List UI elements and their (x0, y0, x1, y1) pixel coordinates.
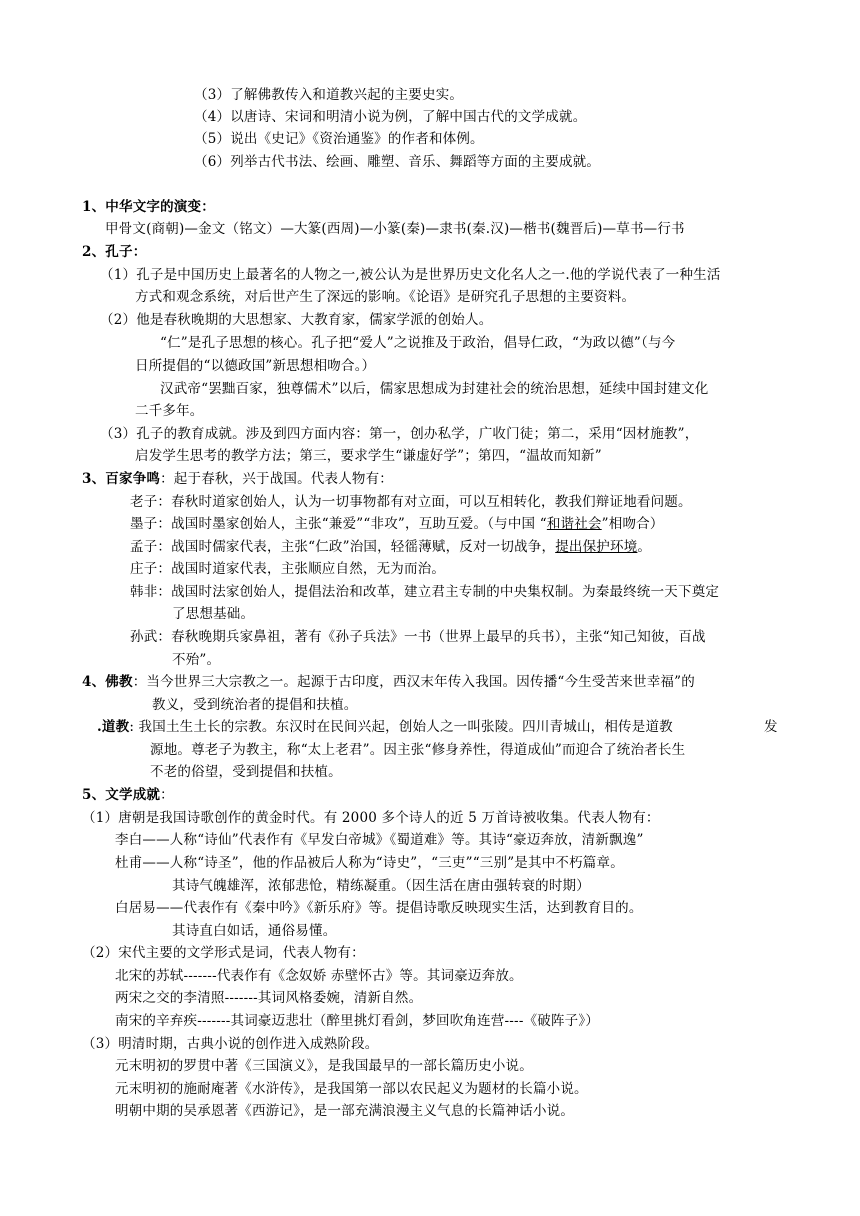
libai-line: 李白——人称“诗仙”代表作有《早发白帝城》《蜀道难》等。其诗“豪迈奔放，清新飘逸” (115, 832, 644, 848)
mengzi-text-end: 。 (637, 539, 652, 555)
confucius-para-2: （2）他是春秋晚期的大思想家、大教育家，儒家学派的创始人。 (100, 312, 493, 328)
luoguanzhong-line: 元末明初的罗贯中著《三国演义》，是我国最早的一部长篇历史小说。 (115, 1058, 533, 1074)
sushi-line: 北宋的苏轼-------代表作有《念奴娇 赤壁怀古》等。其词豪迈奔放。 (115, 968, 523, 984)
song-intro: （2）宋代主要的文学形式是词，代表人物有： (82, 945, 365, 961)
section-5-heading: 5、文学成就 (82, 787, 161, 803)
section-3-intro: ：起于春秋，兴于战国。代表人物有： (160, 471, 393, 487)
liqingzhao-line: 两宋之交的李清照-------其词风格委婉，清新自然。 (115, 990, 423, 1006)
hanfei-line-b: 了思想基础。 (172, 606, 255, 622)
section-3-heading: 3、百家争鸣 (82, 471, 161, 487)
confucius-para-2a: “仁”是孔子思想的核心。孔子把“爱人”之说推及于政治，倡导仁政，“为政以德”（与今 (160, 335, 676, 351)
confucius-para-2b: 日所提倡的“以德政国”新思想相吻合。） (135, 358, 376, 374)
section-4-heading: 4、佛教 (82, 674, 133, 690)
section-5-heading-line (82, 785, 174, 805)
section-3-heading-line (82, 469, 393, 489)
buddhism-line-a (82, 672, 695, 692)
taoism-text: : 我国土生土长的宗教。东汉时在民间兴起，创始人之一叫张陵。四川青城山，相传是道教 (129, 719, 673, 735)
objective-6: （6）列举古代书法、绘画、雕塑、音乐、舞蹈等方面的主要成就。 (194, 154, 601, 170)
section-2-heading: 2、孔子： (82, 244, 147, 260)
tang-intro: （1）唐朝是我国诗歌创作的黄金时代。有 2000 多个诗人的近 5 万首诗被收集。代表人物有： (82, 810, 660, 826)
baijuyi-line-a: 白居易——代表作有《秦中吟》《新乐府》等。提倡诗歌反映现实生活，达到教育目的。 (115, 900, 643, 916)
mozi-underlined: 和谐社会 (546, 516, 602, 532)
objective-5: （5）说出《史记》《资治通鉴》的作者和体例。 (194, 131, 484, 147)
baijuyi-line-b: 其诗直白如话，通俗易懂。 (172, 923, 337, 939)
mengzi-line (130, 537, 651, 557)
mengzi-underlined: 提出保护环境 (555, 539, 638, 555)
taoism-heading: .道教 (97, 719, 130, 735)
sunwu-line-b: 不殆”。 (172, 652, 221, 668)
objective-4: （4）以唐诗、宋词和明清小说为例，了解中国古代的文学成就。 (194, 109, 587, 125)
mozi-text-end: ”相吻合） (601, 516, 664, 532)
writing-evolution-line: 甲骨文(商朝)—金文（铭文）—大篆(西周)—小篆(秦)—隶书(秦.汉)—楷书(魏晋后)—草书—行书 (105, 221, 685, 237)
confucius-para-3b: 启发学生思考的教学方法；第三，要求学生“谦虚好学”；第四，“温故而知新” (135, 448, 602, 464)
buddhism-text: ：当今世界三大宗教之一。起源于古印度，西汉末年传入我国。因传播“今生受苦来世幸福”的 (132, 674, 695, 690)
dufu-line-b: 其诗气魄雄浑，浓郁悲怆，精练凝重。（因生活在唐由强转衰的时期） (172, 878, 590, 894)
section-5-colon: ： (160, 787, 174, 803)
taoism-line-a (97, 717, 673, 737)
laozi-line: 老子：春秋时道家创始人，认为一切事物都有对立面，可以互相转化，教我们辩证地看问题。 (130, 494, 692, 510)
confucius-para-3a: （3）孔子的教育成就。涉及到四方面内容：第一，创办私学，广收门徒；第二，采用“因材施教”， (100, 426, 699, 442)
taoism-line-c: 不老的俗望，受到提倡和扶植。 (150, 764, 342, 780)
xinqiji-line: 南宋的辛弃疾-------其词豪迈悲壮（醉里挑灯看剑，梦回吹角连营----《破阵子》） (115, 1013, 600, 1029)
mozi-line (130, 514, 664, 534)
mozi-text: 墨子：战国时墨家创始人，主张“兼爱”“非攻”，互助互爱。（与中国 “ (130, 516, 547, 532)
confucius-para-2c: 汉武帝“罢黜百家，独尊儒术”以后，儒家思想成为封建社会的统治思想，延续中国封建文化 (160, 381, 709, 397)
objective-3: （3）了解佛教传入和道教兴起的主要史实。 (194, 87, 464, 103)
section-1-heading: 1、中华文字的演变： (82, 199, 215, 215)
dufu-line-a: 杜甫——人称“诗圣”，他的作品被后人称为“诗史”，“三吏”“三别”是其中不朽篇章。 (115, 855, 624, 871)
confucius-para-1a: （1）孔子是中国历史上最著名的人物之一,被公认为是世界历史文化名人之一.他的学说代表了一种生活 (100, 267, 721, 283)
shinaian-line: 元末明初的施耐庵著《水浒传》，是我国第一部以农民起义为题材的长篇小说。 (115, 1081, 588, 1097)
confucius-para-2d: 二千多年。 (135, 403, 204, 419)
ming-qing-intro: （3）明清时期，古典小说的创作进入成熟阶段。 (82, 1036, 379, 1052)
sunwu-line-a: 孙武：春秋晚期兵家鼻祖，著有《孙子兵法》一书（世界上最早的兵书），主张“知己知彼，百战 (130, 629, 706, 645)
buddhism-line-b: 教义，受到统治者的提倡和扶植。 (152, 697, 358, 713)
taoism-line-b: 源地。尊老子为教主，称“太上老君”。因主张“修身养性，得道成仙”而迎合了统治者长生 (150, 742, 686, 758)
confucius-para-1b: 方式和观念系统，对后世产生了深远的影响。《论语》是研究孔子思想的主要资料。 (135, 289, 636, 305)
mengzi-text: 孟子：战国时儒家代表，主张“仁政”治国，轻徭薄赋，反对一切战争， (130, 539, 556, 555)
wuchengen-line: 明朝中期的吴承恩著《西游记》，是一部充满浪漫主义气息的长篇神话小说。 (115, 1103, 575, 1119)
zhuangzi-line: 庄子：战国时道家代表，主张顺应自然，无为而治。 (130, 561, 446, 577)
hanfei-line-a: 韩非：战国时法家创始人，提倡法治和改革，建立君主专制的中央集权制。为秦最终统一天下奠定 (130, 584, 720, 600)
taoism-line-a-end: 发 (764, 719, 778, 735)
